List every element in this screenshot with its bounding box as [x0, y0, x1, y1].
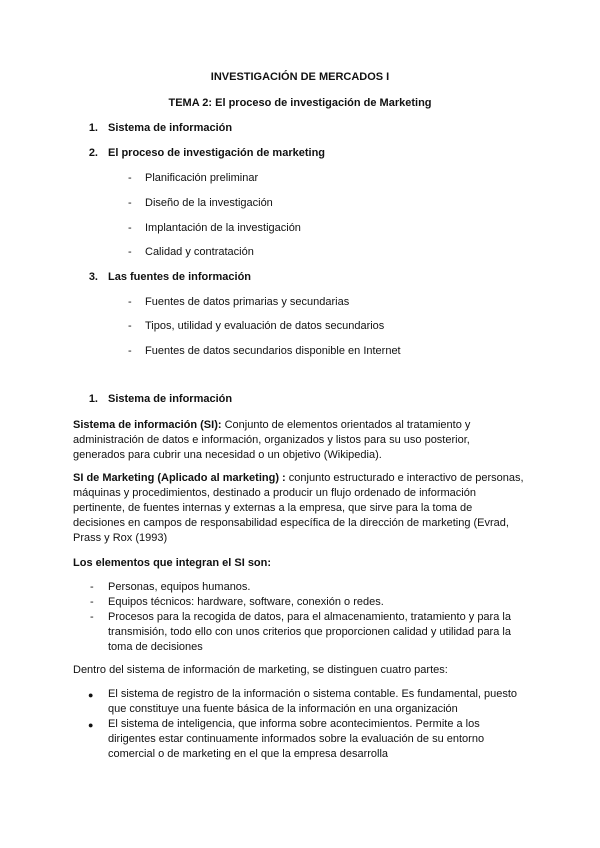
toc-subitem: Calidad y contratación [145, 246, 254, 258]
list-item-continuation: comercial o de marketing en el que la empresa desarrolla [108, 748, 389, 760]
paragraph-si-definition [73, 418, 533, 463]
term-si-marketing: SI de Marketing (Aplicado al marketing) : [73, 472, 286, 484]
toc-subitem: Diseño de la investigación [145, 197, 273, 209]
document-subtitle: TEMA 2: El proceso de investigación de Marketing [168, 97, 432, 109]
toc-subitem: Fuentes de datos secundarios disponible en Internet [145, 345, 401, 357]
dash-bullet: - [128, 246, 132, 258]
toc-item-3: Las fuentes de información [108, 271, 252, 283]
paragraph-line: generados para cubrir una necesidad o un objetivo (Wikipedia). [73, 449, 382, 461]
section-number: 1. [88, 393, 98, 405]
toc-item-1: Sistema de información [108, 122, 233, 134]
dot-bullet: ● [88, 690, 94, 700]
dash-bullet: - [90, 596, 94, 608]
document-title: INVESTIGACIÓN DE MERCADOS I [210, 71, 390, 83]
toc-item-2: El proceso de investigación de marketing [108, 147, 326, 159]
paragraph-line: pertinente, de fuentes internas y externas a la empresa, que sirve para la toma de [73, 502, 473, 514]
paragraph-line: máquinas y procedimientos, destinado a producir un flujo ordenado de información [73, 487, 476, 499]
toc-number-3: 3. [88, 271, 98, 283]
list-item: Equipos técnicos: hardware, software, conexión o redes. [108, 596, 384, 608]
list-item-continuation: dirigentes estar continuamente informados sobre la evaluación de su entorno [108, 733, 485, 745]
dash-bullet: - [90, 611, 94, 623]
toc-subitem: Fuentes de datos primarias y secundarias [145, 296, 350, 308]
dash-bullet: - [128, 345, 132, 357]
toc-number-1: 1. [88, 122, 98, 134]
dash-bullet: - [128, 296, 132, 308]
list-item-continuation: transmisión, todo ello con unos criterios que proporcionen calidad y utilidad para la [108, 626, 511, 638]
list-item-continuation: toma de decisiones [108, 641, 203, 653]
dash-bullet: - [128, 197, 132, 209]
section-heading: Sistema de información [108, 393, 233, 405]
paragraph-line: administración de datos e información, organizados y listos para su uso posterior, [73, 434, 470, 446]
dot-bullet: ● [88, 720, 94, 730]
term-si: Sistema de información (SI): [73, 419, 222, 431]
list-item: El sistema de registro de la información o sistema contable. Es fundamental, puesto [108, 688, 518, 700]
dash-bullet: - [90, 581, 94, 593]
list-item: El sistema de inteligencia, que informa sobre acontecimientos. Permite a los [108, 718, 480, 730]
list-item-continuation: que constituye una fuente básica de la información en una organización [108, 703, 458, 715]
parts-intro: Dentro del sistema de información de marketing, se distinguen cuatro partes: [73, 664, 448, 676]
toc-subitem: Planificación preliminar [145, 172, 259, 184]
paragraph-line: Conjunto de elementos orientados al tratamiento y [221, 419, 471, 431]
toc-number-2: 2. [88, 147, 98, 159]
dash-bullet: - [128, 222, 132, 234]
list-item: Procesos para la recogida de datos, para el almacenamiento, tratamiento y para la [108, 611, 511, 623]
paragraph-line: conjunto estructurado e interactivo de personas, [285, 472, 524, 484]
paragraph-si-marketing [73, 471, 533, 546]
dash-bullet: - [128, 320, 132, 332]
dash-bullet: - [128, 172, 132, 184]
elements-heading: Los elementos que integran el SI son: [73, 557, 272, 569]
paragraph-line: decisiones en campos de responsabilidad específica de la dirección de marketing (Evrad, [73, 517, 509, 529]
paragraph-line: Prass y Rox (1993) [73, 532, 168, 544]
list-item: Personas, equipos humanos. [108, 581, 251, 593]
toc-subitem: Tipos, utilidad y evaluación de datos secundarios [145, 320, 385, 332]
toc-subitem: Implantación de la investigación [145, 222, 301, 234]
